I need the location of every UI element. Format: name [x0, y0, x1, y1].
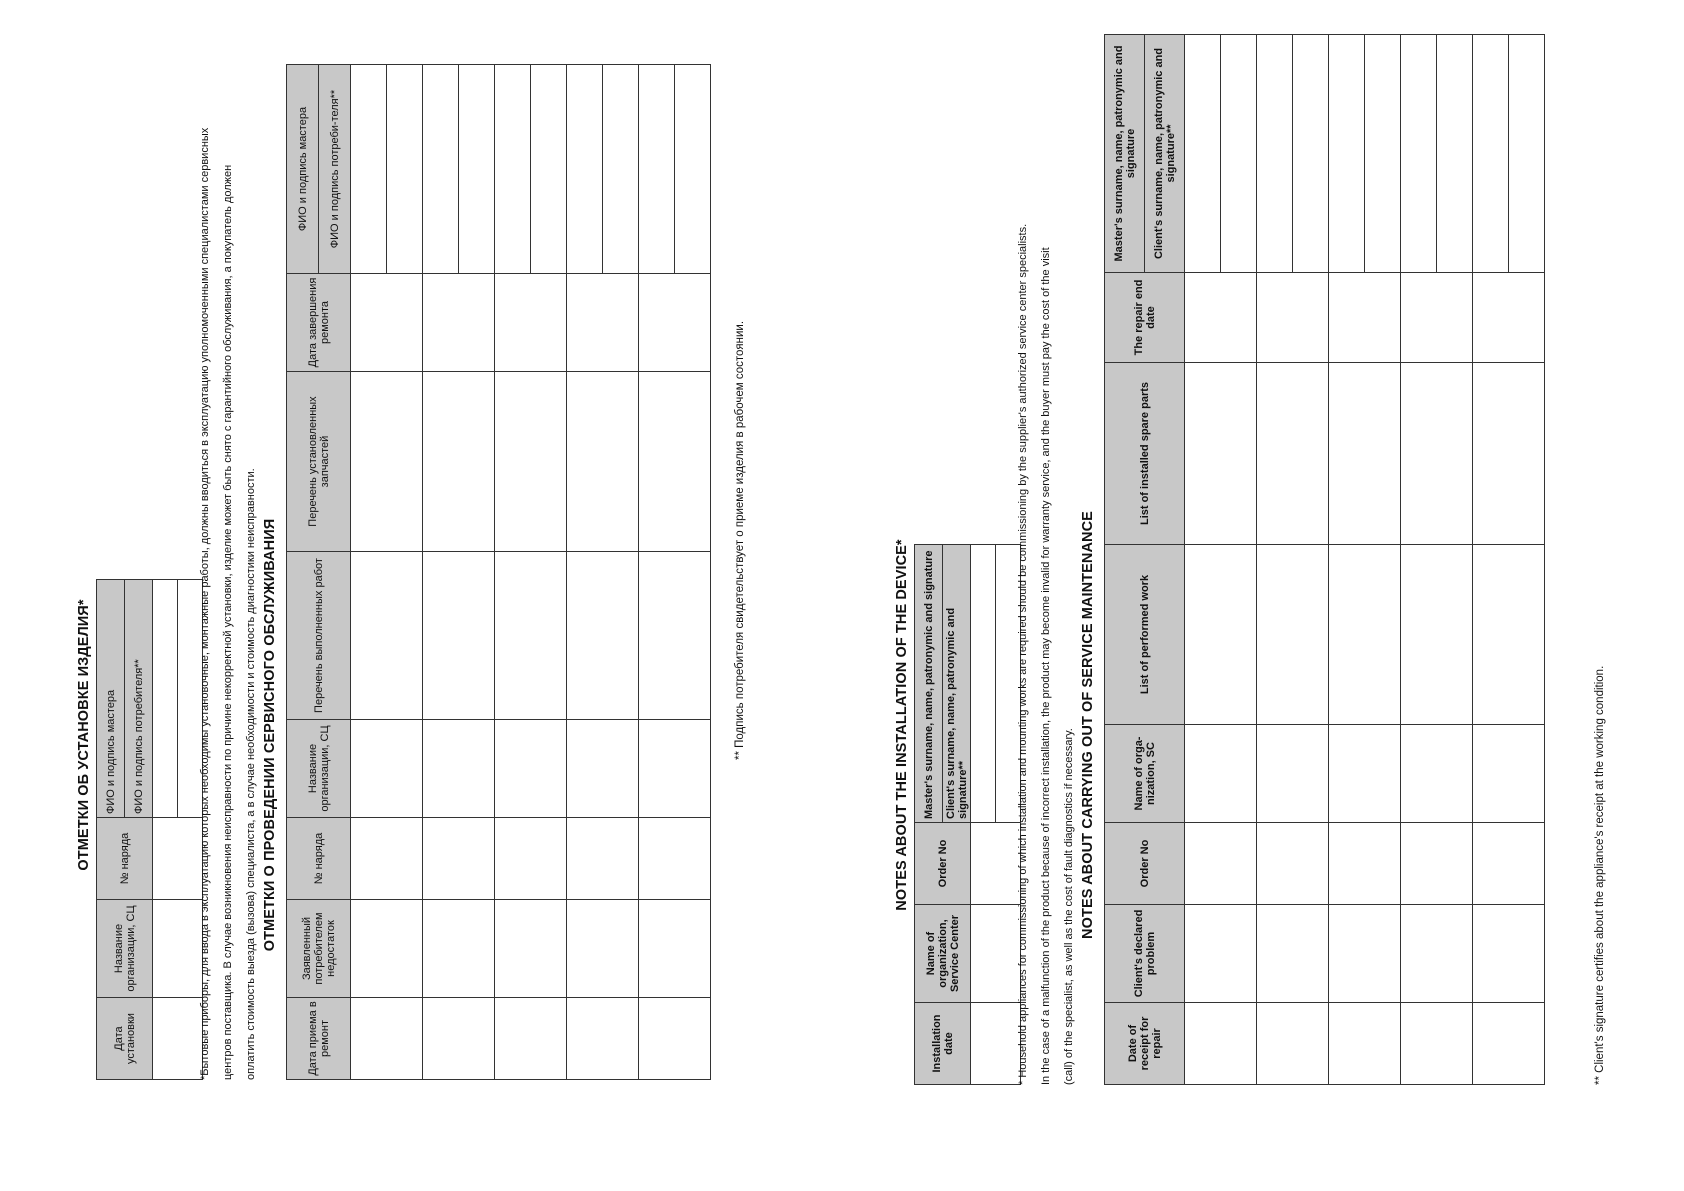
- install-title-en: NOTES ABOUT THE INSTALLATION OF THE DEVICE*: [894, 539, 910, 911]
- install-master-cell[interactable]: [153, 580, 178, 818]
- end-date-header: Дата завершения ремонта: [287, 274, 351, 372]
- install-table-ru: [96, 579, 203, 1080]
- table-cell[interactable]: [351, 720, 423, 818]
- consumer-sign-header: ФИО и подпись потреби-теля**: [319, 65, 351, 274]
- russian-warranty-section: [76, 65, 766, 1080]
- table-cell[interactable]: [495, 818, 567, 900]
- install-master-cell[interactable]: [971, 545, 996, 823]
- table-cell[interactable]: [675, 65, 711, 274]
- table-cell[interactable]: [639, 998, 711, 1080]
- note-line: * Household appliances for commissioning of which installation and mounting works are required should be commissioning by the supplier's authorized service center specialists.: [1017, 223, 1029, 1085]
- table-cell[interactable]: [1185, 725, 1257, 823]
- table-cell[interactable]: [1185, 35, 1221, 273]
- table-cell[interactable]: [351, 818, 423, 900]
- table-cell[interactable]: [1401, 545, 1473, 725]
- table-cell[interactable]: [1401, 823, 1473, 905]
- table-cell[interactable]: [531, 65, 567, 274]
- table-cell[interactable]: [1329, 905, 1401, 1003]
- table-cell[interactable]: [423, 720, 495, 818]
- order-number-header: № наряда: [287, 818, 351, 900]
- service-table-ru: [286, 64, 711, 1080]
- install-client-header: Client's surname, name, patronymic and signature**: [943, 545, 971, 823]
- table-cell[interactable]: [423, 372, 495, 552]
- install-org-header: Name of organization, Service Center: [915, 905, 971, 1003]
- note-line: оплатить стоимость выезда (вызова) специалиста, а в случае необходимости и стоимость диагностики неисправности.: [245, 468, 257, 1080]
- table-cell[interactable]: [495, 900, 567, 998]
- table-cell[interactable]: [1329, 545, 1401, 725]
- table-cell[interactable]: [1473, 35, 1509, 273]
- table-cell[interactable]: [1257, 905, 1329, 1003]
- table-cell[interactable]: [423, 998, 495, 1080]
- table-cell[interactable]: [351, 372, 423, 552]
- table-cell[interactable]: [495, 552, 567, 720]
- table-cell[interactable]: [639, 552, 711, 720]
- note-line: (call) of the specialist, as well as the cost of fault diagnostics if necessary.: [1063, 728, 1075, 1085]
- table-cell[interactable]: [1185, 545, 1257, 725]
- table-cell[interactable]: [1473, 363, 1545, 545]
- parts-list-header: Перечень установленных запчастей: [287, 372, 351, 552]
- table-cell[interactable]: [639, 900, 711, 998]
- table-cell[interactable]: [1185, 905, 1257, 1003]
- table-cell[interactable]: [1329, 725, 1401, 823]
- table-cell[interactable]: [1473, 725, 1545, 823]
- install-master-header: ФИО и подпись мастера: [97, 580, 125, 818]
- table-cell[interactable]: [1473, 273, 1545, 363]
- parts-list-header: List of installed spare parts: [1105, 363, 1185, 545]
- table-cell[interactable]: [1185, 1003, 1257, 1085]
- table-cell[interactable]: [351, 274, 423, 372]
- table-cell[interactable]: [1185, 273, 1257, 363]
- table-cell[interactable]: [495, 998, 567, 1080]
- table-cell[interactable]: [1257, 545, 1329, 725]
- service-table-en: [1104, 34, 1545, 1085]
- table-cell[interactable]: [639, 720, 711, 818]
- install-consumer-header: ФИО и подпись потребителя**: [125, 580, 153, 818]
- install-order-header: № наряда: [97, 818, 153, 900]
- client-sign-header: Client's surname, name, patronymic and signature**: [1145, 35, 1185, 273]
- org-name-header: Название организации, СЦ: [287, 720, 351, 818]
- table-cell[interactable]: [1437, 35, 1473, 273]
- table-cell[interactable]: [567, 552, 639, 720]
- install-note-ru: [194, 65, 263, 1080]
- table-cell[interactable]: [639, 274, 711, 372]
- works-list-header: List of performed work: [1105, 545, 1185, 725]
- english-warranty-section: [894, 35, 1624, 1085]
- table-cell[interactable]: [1329, 273, 1401, 363]
- table-cell[interactable]: [495, 720, 567, 818]
- table-cell[interactable]: [351, 900, 423, 998]
- install-note-en: [1012, 35, 1081, 1085]
- table-cell[interactable]: [1329, 1003, 1401, 1085]
- install-title-ru: ОТМЕТКИ ОБ УСТАНОВКЕ ИЗДЕЛИЯ*: [76, 599, 92, 871]
- end-date-header: The repair end date: [1105, 273, 1185, 363]
- table-cell[interactable]: [1329, 363, 1401, 545]
- table-cell[interactable]: [495, 372, 567, 552]
- table-cell[interactable]: [351, 552, 423, 720]
- table-cell[interactable]: [495, 274, 567, 372]
- install-org-header: Название организации, СЦ: [97, 900, 153, 998]
- table-cell[interactable]: [639, 818, 711, 900]
- receipt-date-header: Date of receipt for repair: [1105, 1003, 1185, 1085]
- note-line: центров поставщика. В случае возникновения неисправности по причине некорректной установки, изделие может быть снято с гарантийного обслуживания, а покупатель должен: [222, 164, 234, 1080]
- table-cell[interactable]: [1365, 35, 1401, 273]
- note-line: In the case of a malfunction of the product because of incorrect installation, the product may become invalid for warranty service, and the buyer must pay the cost of the visit: [1040, 247, 1052, 1085]
- table-cell[interactable]: [1257, 1003, 1329, 1085]
- table-cell[interactable]: [1185, 823, 1257, 905]
- master-sign-header: Master's surname, name, patronymic and signature: [1105, 35, 1145, 273]
- table-cell[interactable]: [1257, 273, 1329, 363]
- service-title-ru: ОТМЕТКИ О ПРОВЕДЕНИИ СЕРВИСНОГО ОБСЛУЖИВАНИЯ: [262, 518, 278, 952]
- declared-problem-header: Client's declared problem: [1105, 905, 1185, 1003]
- install-order-header: Order No: [915, 823, 971, 905]
- table-cell[interactable]: [567, 65, 603, 274]
- table-cell[interactable]: [1401, 1003, 1473, 1085]
- table-cell[interactable]: [1257, 35, 1293, 273]
- table-cell[interactable]: [567, 818, 639, 900]
- table-cell[interactable]: [1221, 35, 1257, 273]
- works-list-header: Перечень выполненных работ: [287, 552, 351, 720]
- org-name-header: Name of orga-nization, SC: [1105, 725, 1185, 823]
- install-date-header: Дата установки: [97, 998, 153, 1080]
- receipt-date-header: Дата приема в ремонт: [287, 998, 351, 1080]
- table-cell[interactable]: [1401, 273, 1473, 363]
- table-cell[interactable]: [351, 998, 423, 1080]
- table-cell[interactable]: [1401, 905, 1473, 1003]
- table-cell[interactable]: [639, 65, 675, 274]
- note-line: *Бытовые приборы, для ввода в эксплуатацию которых необходимы установочные, монтажные работы, должны вводиться в эксплуатацию уполномоченными специалистами сервисных: [199, 127, 211, 1080]
- table-cell[interactable]: [567, 720, 639, 818]
- table-cell[interactable]: [423, 900, 495, 998]
- table-cell[interactable]: [1185, 363, 1257, 545]
- table-cell[interactable]: [459, 65, 495, 274]
- table-cell[interactable]: [1401, 35, 1437, 273]
- table-cell[interactable]: [1257, 823, 1329, 905]
- table-cell[interactable]: [423, 65, 459, 274]
- table-cell[interactable]: [1473, 905, 1545, 1003]
- table-cell[interactable]: [1257, 725, 1329, 823]
- table-cell[interactable]: [351, 65, 387, 274]
- table-cell[interactable]: [1329, 35, 1365, 273]
- declared-problem-header: Заявленный потребителем недостаток: [287, 900, 351, 998]
- table-cell[interactable]: [1473, 823, 1545, 905]
- service-title-en: NOTES ABOUT CARRYING OUT OF SERVICE MAINTENANCE: [1080, 511, 1096, 939]
- table-cell[interactable]: [1329, 823, 1401, 905]
- install-master-header: Master's surname, name, patronymic and signature: [915, 545, 943, 823]
- table-cell[interactable]: [567, 372, 639, 552]
- table-cell[interactable]: [423, 818, 495, 900]
- table-cell[interactable]: [603, 65, 639, 274]
- table-cell[interactable]: [1293, 35, 1329, 273]
- table-cell[interactable]: [1257, 363, 1329, 545]
- table-cell[interactable]: [1509, 35, 1545, 273]
- table-cell[interactable]: [423, 274, 495, 372]
- table-cell[interactable]: [1473, 1003, 1545, 1085]
- master-sign-header: ФИО и подпись мастера: [287, 65, 319, 274]
- order-number-header: Order No: [1105, 823, 1185, 905]
- install-date-header: Installation date: [915, 1003, 971, 1085]
- install-table-en: [914, 544, 1021, 1085]
- table-cell[interactable]: [567, 998, 639, 1080]
- footnote-en: ** Client's signature certifies about the appliance's receipt at the working condition.: [1594, 665, 1606, 1085]
- table-cell[interactable]: [1401, 363, 1473, 545]
- table-cell[interactable]: [387, 65, 423, 274]
- footnote-ru: ** Подпись потребителя свидетельствует о приеме изделия в рабочем состоянии.: [734, 320, 746, 760]
- table-cell[interactable]: [495, 65, 531, 274]
- table-cell[interactable]: [1401, 725, 1473, 823]
- table-cell[interactable]: [1473, 545, 1545, 725]
- table-cell[interactable]: [423, 552, 495, 720]
- table-cell[interactable]: [567, 900, 639, 998]
- table-cell[interactable]: [567, 274, 639, 372]
- table-cell[interactable]: [639, 372, 711, 552]
